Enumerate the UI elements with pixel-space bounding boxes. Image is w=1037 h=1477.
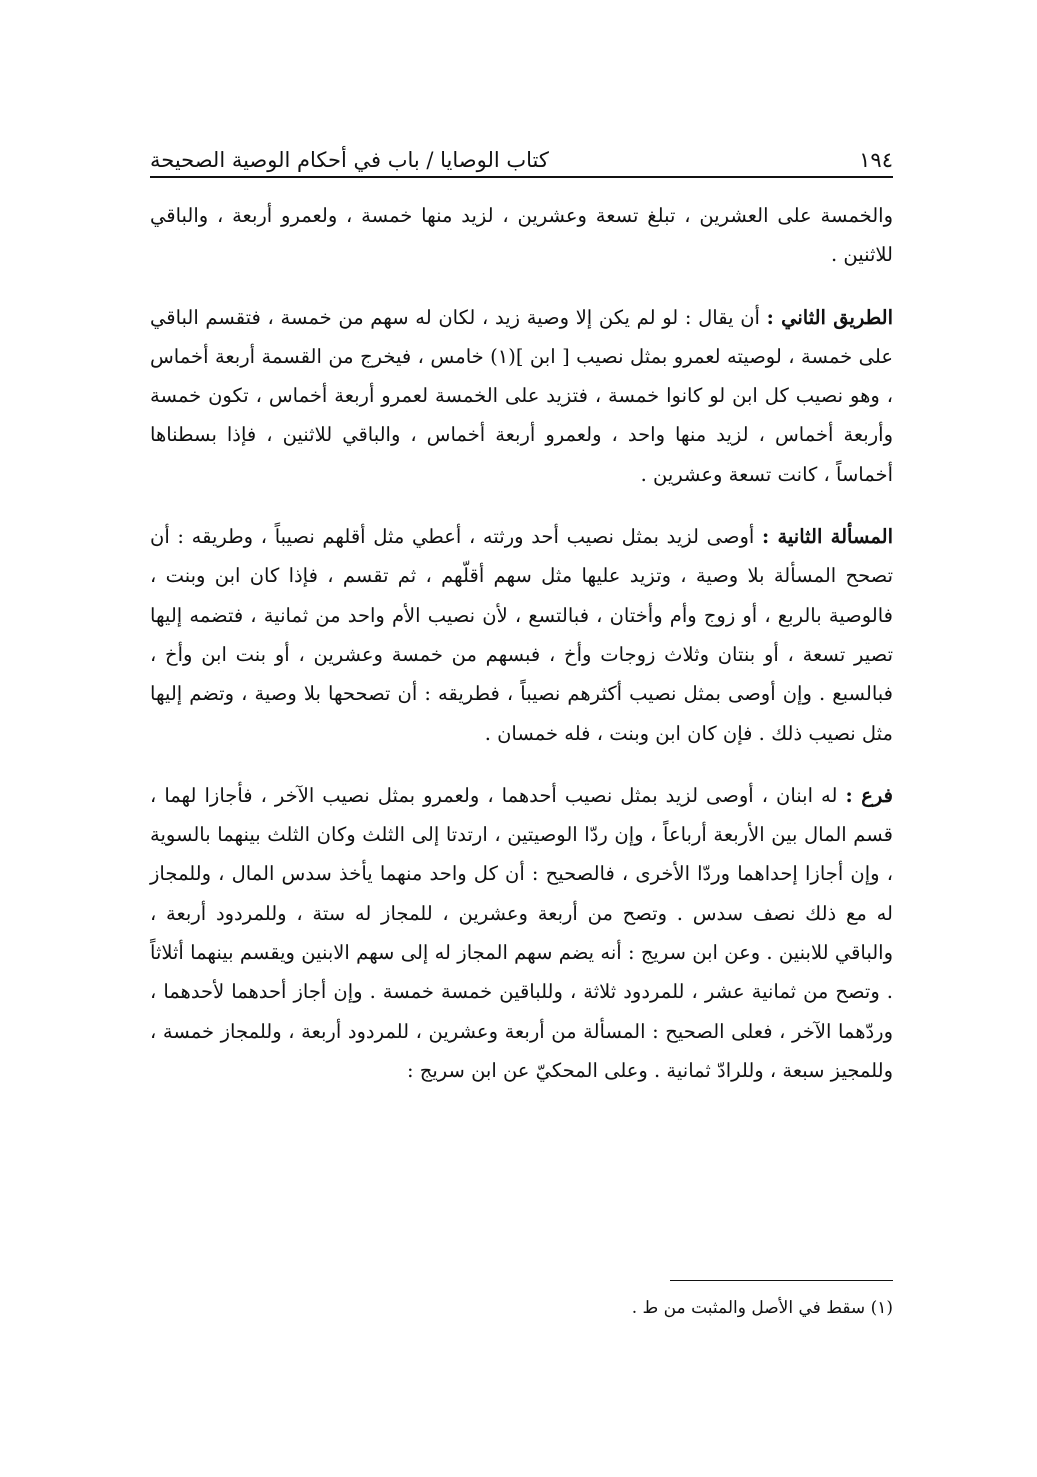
paragraph-1-text: والخمسة على العشرين ، تبلغ تسعة وعشرين ، لزيد منها خمسة ، ولعمرو أربعة ، والباقي للاثنين . [150,204,893,267]
header-divider [150,176,893,178]
paragraph-2-lead: الطريق الثاني : [766,305,893,329]
paragraph-2 [150,298,893,494]
footnote-divider [670,1280,893,1281]
paragraph-2-text: أن يقال : لو لم يكن إلا وصية زيد ، لكان له سهم من خمسة ، فتقسم الباقي على خمسة ، لوصيته لعمرو بمثل نصيب [ ابن ](١) خامس ، فيخرج من القسمة أربعة أخماس ، وهو نصيب كل ابن لو كانوا خمسة ، فتزيد على الخمسة لعمرو أربعة أخماس ، تكون خمسة وأربعة أخماس ، لزيد منها واحد ، ولعمرو أربعة أخماس ، والباقي للاثنين ، فإذا بسطناها أخماساً ، كانت تسعة وعشرين . [150,305,893,486]
header-title: كتاب الوصايا / باب في أحكام الوصية الصحيحة [150,148,549,172]
paragraph-4-text: له ابنان ، أوصى لزيد بمثل نصيب أحدهما ، ولعمرو بمثل نصيب الآخر ، فأجازا لهما ، قسم المال بين الأربعة أرباعاً ، وإن ردّا الوصيتين ، ارتدتا إلى الثلث وكان الثلث بينهما بالسوية ، وإن أجازا إحداهما وردّا الأخرى ، فالصحيح : أن كل واحد منهما يأخذ سدس المال ، وللمجاز له مع ذلك نصف سدس . وتصح من أربعة وعشرين ، للمجاز له ستة ، وللمردود أربعة ، والباقي للابنين . وعن ابن سريج : أنه يضم سهم المجاز له إلى سهم الابنين ويقسم بينهما أثلاثاً . وتصح من ثمانية عشر ، للمردود ثلاثة ، وللباقين خمسة خمسة . وإن أجاز أحدهما لأحدهما ، وردّهما الآخر ، فعلى الصحيح : المسألة من أربعة وعشرين ، للمردود أربعة ، وللمجاز خمسة ، وللمجيز سبعة ، وللرادّ ثمانية . وعلى المحكيّ عن ابن سريج : [150,783,893,1082]
paragraph-4 [150,776,893,1090]
page-body [150,196,893,1090]
paragraph-3-lead: المسألة الثانية : [761,525,894,549]
paragraph-3-text: أوصى لزيد بمثل نصيب أحد ورثته ، أعطي مثل أقلهم نصيباً ، وطريقه : أن تصحح المسألة بلا وصية ، وتزيد عليها مثل سهم أقلّهم ، ثم تقسم ، فإذا كان ابن وبنت ، فالوصية بالربع ، أو زوج وأم وأختان ، فبالتسع ، لأن نصيب الأم واحد من ثمانية ، فتضمه إليها تصير تسعة ، أو بنتان وثلاث زوجات وأخ ، فبسهم من خمسة وعشرين ، أو بنت ابن وأخ ، فبالسبع . وإن أوصى بمثل نصيب أكثرهم نصيباً ، فطريقه : أن تصححها بلا وصية ، وتضم إليها مثل نصيب ذلك . فإن كان ابن وبنت ، فله خمسان . [150,525,893,745]
page-number: ١٩٤ [859,148,893,172]
paragraph-4-lead: فرع : [845,783,893,807]
paragraph-3 [150,517,893,753]
running-header [150,140,893,174]
paragraph-1 [150,196,893,275]
footnote: (١) سقط في الأصل والمثبت من ط . [631,1298,893,1318]
